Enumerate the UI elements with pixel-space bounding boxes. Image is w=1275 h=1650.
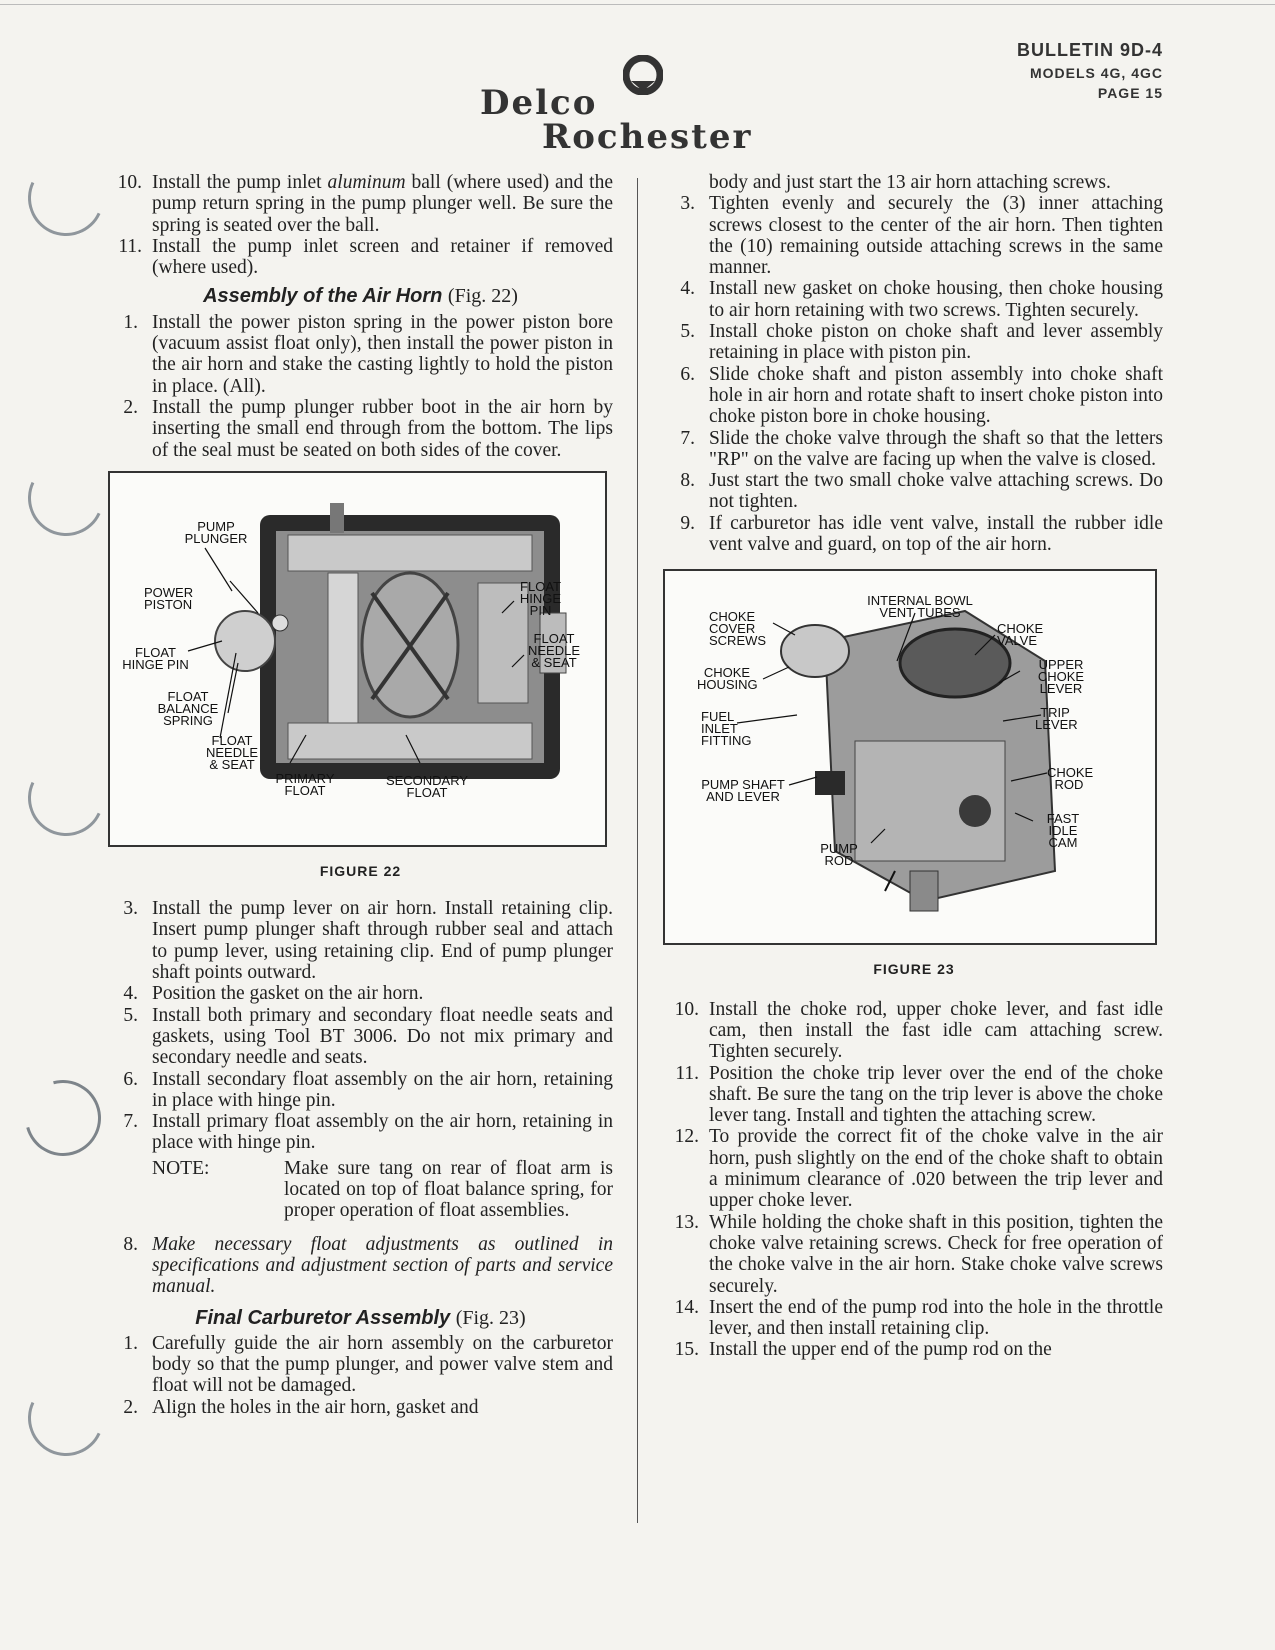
item-number: 7. <box>680 427 695 449</box>
item-text: Install the upper end of the pump rod on the <box>709 1339 1052 1361</box>
list-item <box>665 1063 1163 1127</box>
item-text: Position the gasket on the air horn. <box>152 983 424 1005</box>
item-text: Align the holes in the air horn, gasket and <box>152 1396 479 1418</box>
list-item <box>108 172 613 236</box>
label-upper-choke-lever: UPPER CHOKE LEVER <box>1037 657 1085 697</box>
binder-hole <box>17 449 114 546</box>
label-power-piston: POWER PISTON <box>144 584 194 612</box>
column-divider <box>637 178 638 1523</box>
item-number: 7. <box>123 1111 138 1133</box>
list-item <box>665 428 1163 471</box>
item-text: Slide the choke valve through the shaft so that the letters "RP" on the valve are facing up when the valve is closed. <box>709 427 1163 470</box>
item-number: 10. <box>117 172 142 193</box>
item-number: 6. <box>680 363 695 385</box>
item-number: 1. <box>123 311 138 333</box>
item-text: Install the pump inlet screen and retainer if removed (where used). <box>152 235 613 279</box>
item-number: 9. <box>680 512 695 534</box>
label-float-hinge-pin-right: FLOAT HINGE PIN <box>519 578 562 618</box>
right-column <box>665 172 1163 1361</box>
list-item-continuation <box>665 172 1163 193</box>
item-number: 4. <box>123 983 138 1005</box>
item-number: 1. <box>123 1332 138 1354</box>
item-text: Install the power piston spring in the power piston bore (vacuum assist float only), then install the power piston in the air horn and stake the casting lightly to hold the piston in place. (All). <box>152 311 613 397</box>
list-item <box>665 278 1163 321</box>
list-item <box>665 1297 1163 1340</box>
list-item <box>108 1234 613 1298</box>
item-text: Install new gasket on choke housing, then choke housing to air horn retaining with two screws. Tighten securely. <box>709 278 1163 321</box>
item-text: Install the pump inlet <box>152 172 328 193</box>
item-text: Install primary float assembly on the air horn, retaining in place with hinge pin. <box>152 1111 613 1154</box>
list-item <box>665 364 1163 428</box>
label-float-needle-seat-left: FLOAT NEEDLE & SEAT <box>205 732 259 772</box>
item-text: Just start the two small choke valve attaching screws. Do not tighten. <box>709 470 1163 513</box>
item-number: 8. <box>680 470 695 492</box>
label-choke-rod: CHOKE ROD <box>1047 765 1094 793</box>
logo-word-delco: Delco <box>480 83 598 123</box>
list-item <box>665 1212 1163 1297</box>
label-float-balance-spring: FLOAT BALANCE SPRING <box>157 688 219 728</box>
item-number: 15. <box>674 1339 699 1361</box>
logo-word-rochester: Rochester <box>542 117 753 157</box>
list-item <box>108 983 613 1004</box>
list-item <box>665 1126 1163 1211</box>
note-block <box>152 1158 613 1222</box>
item-text: Install the choke rod, upper choke lever, and fast idle cam, then install the fast idle cam attaching screw. Tighten securely. <box>709 998 1163 1063</box>
item-text: Make necessary float adjustments as outlined in specifications and adjustment section of parts and service manual. <box>152 1233 613 1298</box>
list-item <box>108 898 613 983</box>
label-choke-cover-screws: CHOKE COVER SCREWS <box>709 609 767 649</box>
delco-rochester-logo <box>480 55 800 157</box>
list-item <box>665 999 1163 1063</box>
bulletin-models: MODELS 4G, 4GC <box>1029 65 1163 81</box>
label-secondary-float: SECONDARY FLOAT <box>385 772 469 800</box>
label-internal-bowl-vent-tubes: INTERNAL BOWL VENT TUBES <box>867 593 973 621</box>
section-heading-air-horn <box>108 286 613 307</box>
page-top-edge <box>0 4 1275 5</box>
binder-hole <box>17 749 114 846</box>
label-fast-idle-cam: FAST IDLE CAM <box>1046 811 1080 851</box>
heading-title: Assembly of the Air Horn <box>203 285 443 308</box>
item-text: Position the choke trip lever over the end of the choke shaft. Be sure the tang on the trip lever is above the choke lever tang. Install and tighten the attaching screw. <box>709 1062 1163 1127</box>
item-text: To provide the correct fit of the choke valve in the air horn, push slightly on the end of the choke shaft to obtain a minimum clearance of .020 between the trip lever and upper choke lever. <box>709 1126 1163 1212</box>
left-column <box>108 172 613 1418</box>
item-number: 13. <box>674 1211 699 1233</box>
item-text-emphasis: aluminum <box>327 172 406 193</box>
item-text: Install both primary and secondary float needle seats and gaskets, using Tool BT 3006. Do not mix primary and secondary needle and seats. <box>152 1004 613 1069</box>
heading-figure-ref: (Fig. 23) <box>455 1306 526 1329</box>
figure-22-caption: FIGURE 22 <box>319 862 402 879</box>
list-item <box>108 1069 613 1112</box>
label-pump-shaft-and-lever: PUMP SHAFT AND LEVER <box>701 777 785 805</box>
item-number: 4. <box>680 278 695 300</box>
item-text: Tighten evenly and securely the (3) inner attaching screws closest to the center of the air horn. Then tighten the (10) remaining outside attaching screws in the same manner. <box>709 193 1163 279</box>
label-pump-plunger: PUMP PLUNGER <box>184 518 248 546</box>
list-item <box>108 1005 613 1069</box>
item-text: body and just start the 13 air horn attaching screws. <box>709 172 1111 193</box>
list-item <box>665 513 1163 556</box>
item-text: Install the pump lever on air horn. Install retaining clip. Insert pump plunger shaft through rubber seal and attach to pump lever, using retaining clip. End of pump plunger shaft points outward. <box>152 898 613 984</box>
list-item <box>108 1111 613 1154</box>
item-text: Install the pump plunger rubber boot in the air horn by inserting the small end through from the bottom. The lips of the seal must be seated on both sides of the cover. <box>152 396 613 461</box>
list-item <box>108 1397 613 1418</box>
label-float-hinge-pin-left: FLOAT HINGE PIN <box>122 644 189 672</box>
item-text: If carburetor has idle vent valve, install the rubber idle vent valve and guard, on top of the air horn. <box>709 512 1163 556</box>
binder-hole <box>17 1369 114 1466</box>
note-text: Make sure tang on rear of float arm is located on top of float balance spring, for proper operation of float assemblies. <box>284 1157 613 1222</box>
label-choke-valve: CHOKE VALVE <box>997 621 1044 649</box>
item-number: 14. <box>674 1296 699 1318</box>
label-choke-housing: CHOKE HOUSING <box>697 665 758 693</box>
label-pump-rod: PUMP ROD <box>820 841 858 869</box>
item-number: 11. <box>118 235 142 257</box>
list-item <box>108 312 613 397</box>
item-text: While holding the choke shaft in this position, tighten the choke valve retaining screws. Check for free operation of the choke valve in the air horn. Stake choke valve screws securely. <box>709 1211 1163 1297</box>
heading-figure-ref: (Fig. 22) <box>447 285 518 308</box>
list-item <box>665 321 1163 364</box>
item-text: Slide choke shaft and piston assembly into choke shaft hole in air horn and rotate shaft to insert choke piston into choke piston bore in choke housing. <box>709 363 1163 428</box>
section-heading-final-assembly <box>108 1308 613 1329</box>
binder-hole <box>11 1066 115 1170</box>
item-number: 11. <box>675 1062 699 1084</box>
delco-logo-mark-icon <box>623 55 663 95</box>
bulletin-number: BULLETIN 9D-4 <box>1016 40 1163 60</box>
list-item <box>665 1339 1163 1360</box>
item-number: 2. <box>123 1396 138 1418</box>
figure-22 <box>108 471 607 847</box>
list-item <box>108 236 613 279</box>
item-number: 3. <box>123 898 138 920</box>
binder-hole <box>17 149 114 246</box>
item-text: Carefully guide the air horn assembly on the carburetor body so that the pump plunger, and power valve stem and float will not be damaged. <box>152 1332 613 1397</box>
label-trip-lever: TRIP LEVER <box>1035 705 1078 733</box>
bulletin-info <box>1017 40 1163 101</box>
item-text: Insert the end of the pump rod into the hole in the throttle lever, and then install retaining clip. <box>709 1296 1163 1340</box>
item-number: 8. <box>123 1233 138 1255</box>
label-fuel-inlet-fitting: FUEL INLET FITTING <box>701 709 752 749</box>
item-number: 6. <box>123 1068 138 1090</box>
item-number: 12. <box>674 1126 699 1148</box>
item-text: Install secondary float assembly on the air horn, retaining in place with hinge pin. <box>152 1068 613 1111</box>
figure-23 <box>663 569 1157 945</box>
item-number: 5. <box>123 1004 138 1026</box>
note-label: NOTE: <box>152 1157 210 1179</box>
item-number: 10. <box>674 998 699 1020</box>
label-primary-float: PRIMARY FLOAT <box>275 770 335 798</box>
item-number: 5. <box>680 321 695 343</box>
item-text: ball (where used) and the pump return spring in the pump plunger well. Be sure the spring is seated over the ball. <box>152 172 614 236</box>
list-item <box>665 193 1163 278</box>
list-item <box>108 1333 613 1397</box>
bulletin-page: PAGE 15 <box>1097 85 1163 101</box>
item-text: Install choke piston on choke shaft and lever assembly retaining in place with piston pin. <box>709 321 1163 364</box>
item-number: 3. <box>680 193 695 215</box>
list-item <box>108 397 613 461</box>
figure-23-caption: FIGURE 23 <box>873 961 955 978</box>
item-number: 2. <box>123 396 138 418</box>
heading-title: Final Carburetor Assembly <box>195 1306 451 1329</box>
label-float-needle-seat-right: FLOAT NEEDLE & SEAT <box>527 630 581 670</box>
list-item <box>665 470 1163 513</box>
